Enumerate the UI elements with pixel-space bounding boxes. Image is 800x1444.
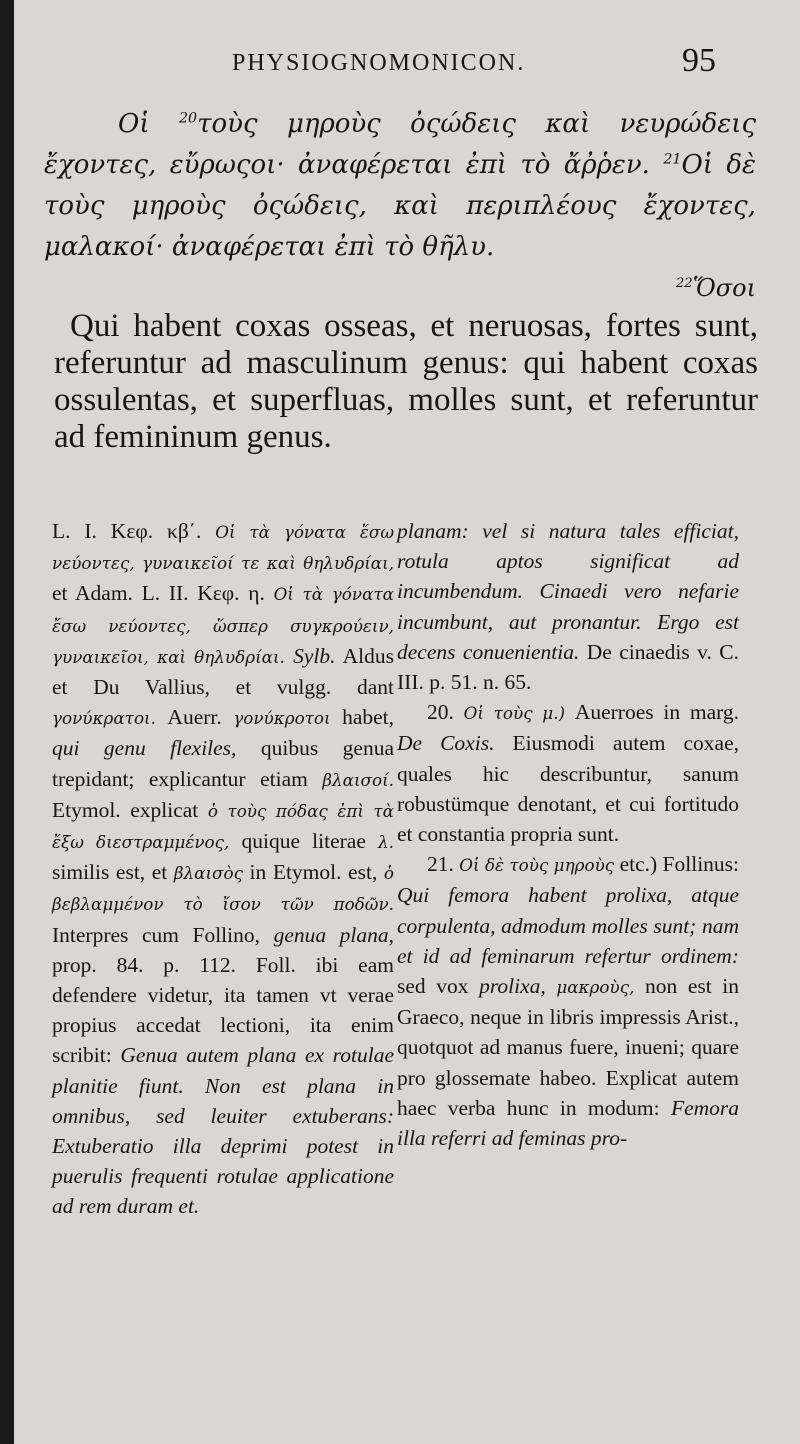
running-title: PHYSIOGNOMONICON. xyxy=(232,50,526,76)
notes-column-right xyxy=(397,516,739,1153)
latin-paragraph: Qui habent coxas osseas, et neruosas, fortes sunt, referuntur ad masculinum genus: qui habent coxas ossulentas, et superfluas, molles sunt, et referuntur ad femininum genus. xyxy=(54,308,758,455)
notes-column-left xyxy=(52,516,394,1222)
catchword-line xyxy=(44,268,756,309)
note-ref-20: 20 xyxy=(178,110,198,127)
greek-paragraph xyxy=(44,104,756,268)
greek-sentence-21: Οἱ δὲ τοὺς μηροὺς ὀςώδεις, καὶ περιπλέους ἔχοντες, μαλακοί· ἀναφέρεται ἐπὶ τὸ θῆλυ. xyxy=(44,150,756,262)
catchword: Ὅσοι xyxy=(692,274,756,302)
note-continuation: planam: vel si natura tales efficiat, rotula aptos significat ad incumbendum. Cinaedi vero nefarie incumbunt, aut pronantur. Ergo est decens conuenientia. De cinaedis v. C. III. p. 51. n. 65. xyxy=(397,519,739,695)
greek-lead: Οἱ xyxy=(118,109,150,139)
note-20: 20. Οἱ τοὺς μ.) Auerroes in marg. De Coxis. Eiusmodi autem coxae, quales hic describuntur, sanum robustümque denotant, et cui fortitudo et constantia propria sunt. xyxy=(397,700,740,847)
note-21: 21. Οἱ δὲ τοὺς μηροὺς etc.) Follinus: Qui femora habent prolixa, atque corpulenta, admodum molles sunt; nam et id ad feminarum refertur ordinem: sed vox prolixa, μακροὺς, non est in Graeco, neque in libris impressis Arist., quotquot ad manus fuere, inueni; quare pro glossemate habeo. Explicat autem haec verba hunc in modum: Femora illa referri ad feminas pro- xyxy=(397,852,740,1151)
greek-sentence-20: τοὺς μηροὺς ὀςώδεις καὶ νευρώδεις ἔχοντες, εὔρωςοι· ἀναφέρεται ἐπὶ τὸ ἄῤῥεν. xyxy=(44,109,756,180)
page-number: 95 xyxy=(682,42,716,79)
note-ref-22: 22 xyxy=(675,276,693,291)
latin-translation xyxy=(54,308,758,456)
greek-main-text xyxy=(44,104,756,309)
page-header xyxy=(14,42,800,92)
note-paragraph: L. I. Κεφ. κβ΄. Οἱ τὰ γόνατα ἔσω νεύοντες, γυναικεῖοί τε καὶ θηλυδρίαι, et Adam. L. II. Κεφ. η. Οἱ τὰ γόνατα ἔσω νεύοντες, ὥσπερ συγκρούειν, γυναικεῖοι, καὶ θηλυδρίαι. Sylb. Aldus et Du Vallius, et vulgg. dant γονύκρατοι. Auerr. γονύκροτοι habet, qui genu flexiles, quibus genua trepidant; explicantur etiam βλαισοί. Etymol. explicat ὁ τοὺς πόδας ἐπὶ τὰ ἔξω διεστραμμένος, quique literae λ. similis est, et βλαισὸς in Etymol. est, ὁ βεβλαμμένον τὸ ἴσον τῶν ποδῶν. Interpres cum Follino, genua plana, prop. 84. p. 112. Foll. ibi eam defendere videtur, ita tamen vt verae propius accedat lectioni, ita enim scribit: Genua autem plana ex rotulae planitie fiunt. Non est plana in omnibus, sed leuiter extuberans: Extuberatio illa deprimi potest in puerulis frequenti rotulae applicatione ad rem duram et. xyxy=(52,519,395,1219)
note-ref-21: 21 xyxy=(663,151,682,168)
book-page xyxy=(14,0,800,1444)
